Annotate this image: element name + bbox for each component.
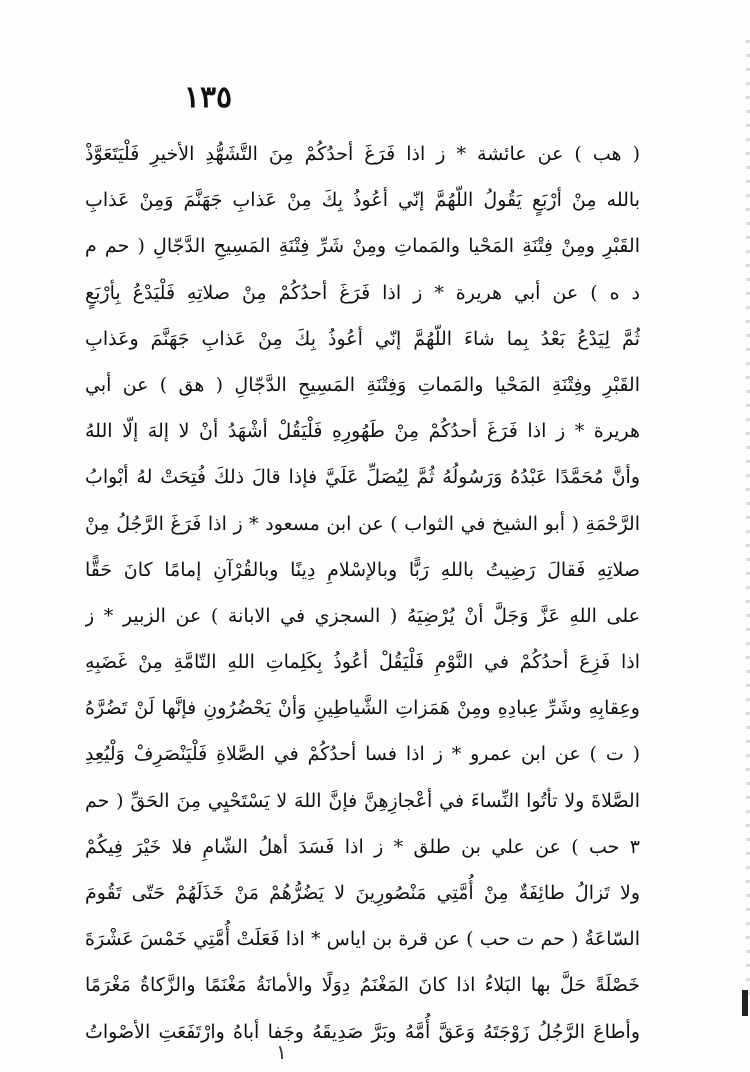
text-line: ولا تَزالُ طائِفَةٌ مِنْ أُمَّتِي مَنْصُورِينَ لا يَضُرُّهُمْ مَنْ خَذَلَهُمْ حَتّى تَقُومَ	[85, 882, 640, 904]
page-number: ١٣٥	[183, 80, 233, 115]
text-line: القَبْرِ ومِنْ فِتْنَةِ المَحْيا والمَماتِ ومِنْ شَرِّ فِتْنَةِ المَسِيحِ الدَّجّالِ ( حم م	[85, 235, 640, 258]
text-line: على اللهِ عَزَّ وَجَلَّ أنْ يُرْضِيَهُ ( السجزي في الابانة ) عن الزبير * ز	[85, 604, 640, 627]
footer-mark: ١	[276, 1040, 287, 1064]
text-line: وعِقابِهِ وشَرِّ عِبادِهِ ومِنْ هَمَزاتِ الشَّياطِينِ وَأنْ يَحْضُرُونِ فإنَّها لَنْ تَضُرَّهُ	[85, 697, 640, 720]
text-line: صلاتِهِ فَقالَ رَضِيتُ باللهِ رَبًّا وبالإسْلامِ دِينًا وبالقُرْآنِ إمامًا كانَ حَقًّا	[85, 558, 640, 581]
text-line: الصَّلاةَ ولا تأتُوا النِّساءَ في أعْجازِهِنَّ فإنَّ اللهَ لا يَسْتَحْيِي مِنَ الحَقِّ ( حم	[85, 789, 640, 812]
arabic-text-block	[85, 131, 640, 1055]
text-line: ٣ حب ) عن علي بن طلق * ز اذا فَسَدَ أهلُ الشّامِ فلا خَيْرَ فِيكُمْ	[85, 835, 640, 858]
text-line: خَصْلَةً حَلَّ بها البَلاءُ اذا كانَ المَغْنَمُ دِوَلًا والأمانَةُ مَغْنَمًا والزَّكاةُ مَغْرَمًا	[85, 974, 640, 997]
text-line: ( هب ) عن عائشة * ز اذا فَرَغَ أحدُكُمْ مِنَ التَّشَهُّدِ الأخيرِ فَلْيَتَعَوَّذْ	[85, 143, 640, 165]
text-line: ثُمَّ لِيَدْعُ بَعْدُ بِما شاءَ اللّهُمَّ إنّي أعُوذُ بِكَ مِنْ عَذابِ جَهَنَّمَ وعَذابِ	[85, 327, 640, 350]
text-line: ( ت ) عن ابن عمرو * ز اذا فسا أحدُكُمْ في الصَّلاةِ فَلْيَنْصَرِفْ وَلْيُعِدِ	[85, 743, 640, 766]
text-line: السّاعَةُ ( حم ت حب ) عن قرة بن اياس * اذا فَعَلَتْ أُمَّتِي خَمْسَ عَشْرَةَ	[85, 928, 640, 951]
text-line: القَبْرِ وفِتْنَةِ المَحْيا والمَماتِ وَفِتْنَةِ المَسِيحِ الدَّجّالِ ( هق ) عن أبي	[85, 373, 640, 396]
text-line: وأطاعَ الرَّجُلُ زَوْجَتَهُ وَعَقَّ أُمَّهُ وبَرَّ صَدِيقَهُ وجَفا أباهُ وارْتَفَعَتِ الأصْواتُ	[85, 1020, 640, 1043]
text-line: وأنَّ مُحَمَّدًا عَبْدُهُ وَرَسُولُهُ ثُمَّ لِيُصَلِّ عَلَيَّ فإذا قالَ ذلكَ فُتِحَتْ لهُ أبْوابُ	[85, 466, 640, 489]
text-line: بالله مِنْ أرْبَعٍ يَقُولُ اللّهُمَّ إنّي أعُوذُ بِكَ مِنْ عَذابِ جَهَنَّمَ وَمِنْ عَذابِ	[85, 189, 640, 212]
page-edge-shadow	[746, 40, 750, 1000]
text-line: د ه ) عن أبي هريرة * ز اذا فَرَغَ أحدُكُمْ مِنْ صلاتِهِ فَلْيَدْعُ بِأرْبَعٍ	[85, 281, 640, 304]
page-edge-mark	[742, 990, 748, 1016]
text-line: اذا فَزِعَ أحدُكُمْ في النَّوْمِ فَلْيَقُلْ أعُوذُ بِكَلِماتِ اللهِ التّامَّةِ مِنْ غَضَبِهِ	[85, 651, 640, 674]
text-line: هريرة * ز اذا فَرَغَ أحدُكُمْ مِنْ طَهُورِهِ فَلْيَقُلْ أشْهَدُ أنْ لا إلهَ إلّا اللهُ	[85, 420, 640, 443]
text-line: الرَّحْمَةِ ( أبو الشيخ في الثواب ) عن ابن مسعود * ز اذا فَرَغَ الرَّجُلُ مِنْ	[85, 512, 640, 535]
